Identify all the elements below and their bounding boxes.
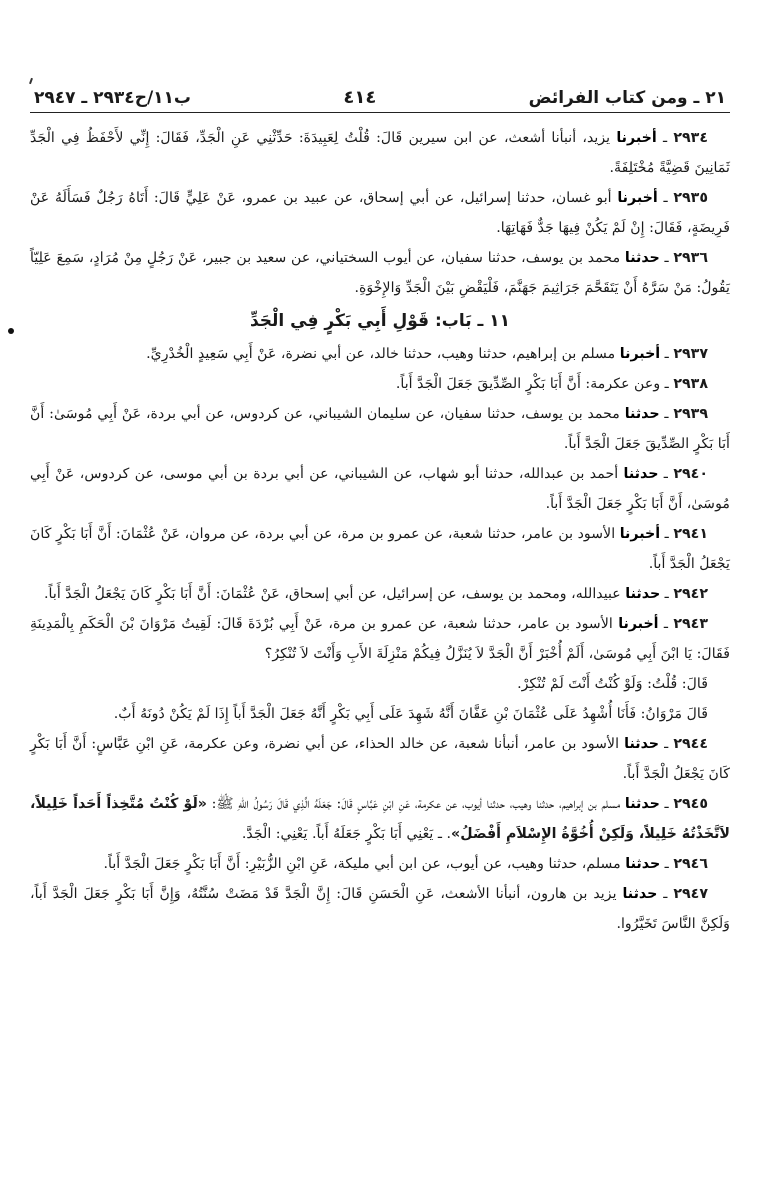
hadith-text: . ـ يَعْنِي أَبَا بَكْرٍ جَعَلَهُ أَباً. يَعْنِي: الْجَدَّ. — [241, 826, 452, 842]
hadith-lead: حدثنا — [624, 736, 660, 752]
hadith-text: مسلم، حدثنا وهيب، عن أيوب، عن ابن أبي مليكة، عَنِ ابْنِ الزُّبَيْرِ: أَنَّ أَبَا بَكْرٍ جَعَلَ الْجَدَّ أَباً. — [103, 856, 621, 872]
hadith-number: ٢٩٤٤ — [673, 736, 708, 752]
hadith-text: محمد بن يوسف، حدثنا سفيان، عن أيوب السختياني، عن سعيد بن جبير، عَنْ رَجُلٍ مِنْ مُرَادٍ، سَمِعَ عَلِيّاً يَقُولُ: مَنْ سَرَّهُ أَنْ يَتَقَحَّمَ جَرَاثِيمَ جَهَنَّمَ، فَلْيَقْضِ بَيْنَ الْجَدِّ وَالإِخْوَةِ. — [30, 250, 730, 296]
hadith: ٢٩٣٤ ـ أخبرنا يزيد، أنبأنا أشعث، عن ابن سيرين قَالَ: قُلْتُ لِعَبِيدَةَ: حَدِّثْنِي عَنِ الْجَدِّ، فَقَالَ: إِنِّي لأَحْفَظُ فِي الْجَدِّ ثَمَانِينَ قَضِيَّةً مُخْتَلِفَةً. — [30, 130, 730, 176]
hadith-continuation: قَالَ مَرْوَانُ: فَأَنَا أُشْهِدُ عَلَى عُثْمَانَ بْنِ عَفَّانَ أَنَّهُ شَهِدَ عَلَى أَبِي بَكْرٍ أَنَّهُ جَعَلَ الْجَدَّ أَباً إِذَا لَمْ يَكُنْ دُونَهُ أَبٌ. — [113, 706, 708, 722]
hadith: ٢٩٤٣ ـ أخبرنا الأسود بن عامر، حدثنا شعبة، عن عمرو بن مرة، عَنْ أَبِي بُرْدَةَ قَالَ: لَقِيتُ مَرْوَانَ بْنَ الْحَكَمِ بِالْمَدِينَةِ فَقَالَ: يَا ابْنَ أَبِي مُوسَىٰ، أَلَمْ أُخْبَرْ أَنَّ الْجَدَّ لاَ يُنَزَّلُ فِيكُمْ مَنْزِلَةَ الأَبِ وَأَنْتَ لاَ تُنْكِرُ؟ — [30, 616, 730, 662]
hadith-lead: أخبرنا — [619, 526, 661, 542]
hadith-number: ٢٩٤١ — [673, 526, 708, 542]
book-page — [30, 80, 730, 939]
hadith-text: الأسود بن عامر، أنبأنا شعبة، عن خالد الحذاء، عن أبي نضرة، وعن عكرمة، عَنِ ابْنِ عَبَّاسٍ: أَنَّ أَبَا بَكْرٍ كَانَ يَجْعَلُ الْجَدَّ أَباً. — [30, 736, 730, 782]
hadith-number: ٢٩٣٤ — [673, 130, 708, 146]
hadith-lead: حدثنا — [625, 856, 661, 872]
hadith-number: ٢٩٣٦ — [673, 250, 708, 266]
hadith: ٢٩٣٨ ـ وعن عكرمة: أَنَّ أَبَا بَكْرٍ الصِّدِّيقَ جَعَلَ الْجَدَّ أَباً. — [395, 376, 708, 392]
hadith-list-b — [30, 339, 730, 669]
hadith-number: ٢٩٤٥ — [673, 796, 708, 812]
hadith-number: ٢٩٤٢ — [673, 586, 708, 602]
chapter-title: ١١ ـ بَاب: قَوْلِ أَبِي بَكْرٍ فِي الْجَدِّ — [249, 311, 511, 331]
hadith-lead: حدثنا — [624, 406, 660, 422]
hadith: ٢٩٣٩ ـ حدثنا محمد بن يوسف، حدثنا سفيان، عن سليمان الشيباني، عن كردوس، عن أبي بردة، عَنْ أَبِي مُوسَىٰ: أَنَّ أَبَا بَكْرٍ الصِّدِّيقَ جَعَلَ الْجَدَّ أَباً. — [30, 406, 730, 452]
hadith-lead: أخبرنا — [618, 616, 659, 632]
hadith: ٢٩٤٤ ـ حدثنا الأسود بن عامر، أنبأنا شعبة، عن خالد الحذاء، عن أبي نضرة، وعن عكرمة، عَنِ ابْنِ عَبَّاسٍ: أَنَّ أَبَا بَكْرٍ كَانَ يَجْعَلُ الْجَدَّ أَباً. — [30, 736, 730, 782]
hadith: ٢٩٤٧ ـ حدثنا يزيد بن هارون، أنبأنا الأشعث، عَنِ الْحَسَنِ قَالَ: إِنَّ الْجَدَّ قَدْ مَضَتْ سُنَّتُهُ، وَإِنَّ أَبَا بَكْرٍ جَعَلَ الْجَدَّ أَباً، وَلَكِنَّ النَّاسَ تَخَيَّرُوا. — [30, 886, 730, 932]
hadith-lead: أخبرنا — [619, 346, 661, 362]
header-chapter: ٢١ ـ ومن كتاب الفرائض — [528, 88, 726, 108]
hadith-text: أبو غسان، حدثنا إسرائيل، عن أبي إسحاق، عن عبيد بن عمرو، عَنْ عَلِيٍّ قَالَ: أَتَاهُ رَجُلٌ فَسَأَلَهُ عَنْ فَرِيضَةٍ، فَقَالَ: إِنْ لَمْ يَكُنْ فِيهَا جَدٌّ فَهَاتِهَا. — [30, 190, 730, 236]
hadith: ٢٩٤٠ ـ حدثنا أحمد بن عبدالله، حدثنا أبو شهاب، عن الشيباني، عن أبي بردة بن أبي موسى، عن كردوس، عَنْ أَبِي مُوسَىٰ، أَنَّ أَبَا بَكْرٍ جَعَلَ الْجَدَّ أَباً. — [30, 466, 730, 512]
hadith-lead: حدثنا — [622, 886, 658, 902]
hadith-lead: حدثنا — [625, 586, 661, 602]
hadith: ٢٩٤٥ ـ حدثنا مسلم بن إبراهيم، حدثنا وهيب، حدثنا أيوب، عن عكرمة، عَنِ ابْنِ عَبَّاسٍ قَالَ: جَعَلَهُ الَّذِي قَالَ رَسُولُ اللهِ ﷺ: «لَوْ كُنْتُ مُتَّخِذاً أَحَداً خَلِيلاً، لاَتَّخَذْتُهُ خَلِيلاً، وَلَكِنْ أُخُوَّةُ الإِسْلاَمِ أَفْضَلُ». ـ يَعْنِي أَبَا بَكْرٍ جَعَلَهُ أَباً. يَعْنِي: الْجَدَّ. — [30, 796, 730, 842]
hadith-text: عبيدالله، ومحمد بن يوسف، عن إسرائيل، عن أبي إسحاق، عَنْ عُثْمَانَ: أَنَّ أَبَا بَكْرٍ كَانَ يَجْعَلُ الْجَدَّ أَباً. — [44, 586, 621, 602]
hadith-lead: حدثنا — [623, 466, 659, 482]
running-header — [30, 80, 730, 113]
hadith-text: يزيد بن هارون، أنبأنا الأشعث، عَنِ الْحَسَنِ قَالَ: إِنَّ الْجَدَّ قَدْ مَضَتْ سُنَّتُهُ، وَإِنَّ أَبَا بَكْرٍ جَعَلَ الْجَدَّ أَباً، وَلَكِنَّ النَّاسَ تَخَيَّرُوا. — [30, 886, 730, 932]
hadith: ٢٩٤٦ ـ حدثنا مسلم، حدثنا وهيب، عن أيوب، عن ابن أبي مليكة، عَنِ ابْنِ الزُّبَيْرِ: أَنَّ أَبَا بَكْرٍ جَعَلَ الْجَدَّ أَباً. — [103, 856, 708, 872]
hadith-text: أحمد بن عبدالله، حدثنا أبو شهاب، عن الشيباني، عن أبي بردة بن أبي موسى، عن كردوس، عَنْ أَبِي مُوسَىٰ، أَنَّ أَبَا بَكْرٍ جَعَلَ الْجَدَّ أَباً. — [30, 466, 730, 512]
hadith: ٢٩٤١ ـ أخبرنا الأسود بن عامر، حدثنا شعبة، عن عمرو بن مرة، عن أبي بردة، عن مروان، عَنْ عُثْمَانَ: أَنَّ أَبَا بَكْرٍ كَانَ يَجْعَلُ الْجَدَّ أَباً. — [30, 526, 730, 572]
hadith-lead: أخبرنا — [617, 190, 658, 206]
hadith-lead: أخبرنا — [616, 130, 657, 146]
hadith-text: يزيد، أنبأنا أشعث، عن ابن سيرين قَالَ: قُلْتُ لِعَبِيدَةَ: حَدِّثْنِي عَنِ الْجَدِّ، فَقَالَ: إِنِّي لأَحْفَظُ فِي الْجَدِّ ثَمَانِينَ قَضِيَّةً مُخْتَلِفَةً. — [30, 130, 730, 176]
hadith: ٢٩٣٧ ـ أخبرنا مسلم بن إبراهيم، حدثنا وهيب، حدثنا خالد، عن أبي نضرة، عَنْ أَبِي سَعِيدٍ الْخُدْرِيِّ. — [146, 346, 708, 362]
page-body — [30, 123, 730, 939]
hadith-number: ٢٩٤٧ — [673, 886, 708, 902]
hadith-number: ٢٩٤٣ — [673, 616, 708, 632]
hadith-lead: حدثنا — [624, 796, 660, 812]
hadith: ٢٩٣٦ ـ حدثنا محمد بن يوسف، حدثنا سفيان، عن أيوب السختياني، عن سعيد بن جبير، عَنْ رَجُلٍ مِنْ مُرَادٍ، سَمِعَ عَلِيّاً يَقُولُ: مَنْ سَرَّهُ أَنْ يَتَقَحَّمَ جَرَاثِيمَ جَهَنَّمَ، فَلْيَقْضِ بَيْنَ الْجَدِّ وَالإِخْوَةِ. — [30, 250, 730, 296]
hadith-text: الأسود بن عامر، حدثنا شعبة، عن عمرو بن مرة، عَنْ أَبِي بُرْدَةَ قَالَ: لَقِيتُ مَرْوَانَ بْنَ الْحَكَمِ بِالْمَدِينَةِ فَقَالَ: يَا ابْنَ أَبِي مُوسَىٰ، أَلَمْ أُخْبَرْ أَنَّ الْجَدَّ لاَ يُنَزَّلُ فِيكُمْ مَنْزِلَةَ الأَبِ وَأَنْتَ لاَ تُنْكِرُ؟ — [30, 616, 730, 662]
hadith-number: ٢٩٤٠ — [673, 466, 708, 482]
hadith-number: ٢٩٣٥ — [673, 190, 708, 206]
hadith-lead: وعن عكرمة — [590, 376, 661, 392]
hadith-text: مسلم بن إبراهيم، حدثنا وهيب، حدثنا أيوب، عن عكرمة، عَنِ ابْنِ عَبَّاسٍ قَالَ: جَعَلَهُ الَّذِي قَالَ رَسُولُ اللهِ ﷺ: — [211, 796, 621, 812]
prophetic-quote: «لَوْ كُنْتُ مُتَّخِذاً أَحَداً خَلِيلاً، لاَتَّخَذْتُهُ خَلِيلاً، وَلَكِنْ أُخُوَّةُ الإِسْلاَمِ أَفْضَلُ» — [30, 796, 730, 842]
hadith-text: مسلم بن إبراهيم، حدثنا وهيب، حدثنا خالد، عن أبي نضرة، عَنْ أَبِي سَعِيدٍ الْخُدْرِيِّ. — [146, 346, 616, 362]
hadith: ٢٩٣٥ ـ أخبرنا أبو غسان، حدثنا إسرائيل، عن أبي إسحاق، عن عبيد بن عمرو، عَنْ عَلِيٍّ قَالَ: أَتَاهُ رَجُلٌ فَسَأَلَهُ عَنْ فَرِيضَةٍ، فَقَالَ: إِنْ لَمْ يَكُنْ فِيهَا جَدٌّ فَهَاتِهَا. — [30, 190, 730, 236]
hadith-continuation: قَالَ: قُلْتُ: وَلَوْ كُنْتُ أَنْتَ لَمْ تُنْكِرْ. — [517, 676, 708, 692]
hadith-list-a — [30, 123, 730, 303]
hadith-text: محمد بن يوسف، حدثنا سفيان، عن سليمان الشيباني، عن كردوس، عن أبي بردة، عَنْ أَبِي مُوسَىٰ: أَنَّ أَبَا بَكْرٍ الصِّدِّيقَ جَعَلَ الْجَدَّ أَباً. — [30, 406, 730, 452]
page-number: ٤١٤ — [343, 87, 377, 108]
hadith-number: ٢٩٣٩ — [673, 406, 708, 422]
hadith-text: الأسود بن عامر، حدثنا شعبة، عن عمرو بن مرة، عن أبي بردة، عن مروان، عَنْ عُثْمَانَ: أَنَّ أَبَا بَكْرٍ كَانَ يَجْعَلُ الْجَدَّ أَباً. — [30, 526, 730, 572]
hadith: ٢٩٤٢ ـ حدثنا عبيدالله، ومحمد بن يوسف، عن إسرائيل، عن أبي إسحاق، عَنْ عُثْمَانَ: أَنَّ أَبَا بَكْرٍ كَانَ يَجْعَلُ الْجَدَّ أَباً. — [44, 586, 708, 602]
header-range: ب١١/ح٢٩٣٤ ـ ٢٩٤٧ — [34, 88, 192, 108]
hadith-number: ٢٩٤٦ — [673, 856, 708, 872]
margin-dot-mark — [8, 328, 14, 334]
hadith-number: ٢٩٣٨ — [673, 376, 708, 392]
hadith-number: ٢٩٣٧ — [673, 346, 708, 362]
hadith-text: : أَنَّ أَبَا بَكْرٍ الصِّدِّيقَ جَعَلَ الْجَدَّ أَباً. — [395, 376, 591, 392]
hadith-lead: حدثنا — [624, 250, 660, 266]
